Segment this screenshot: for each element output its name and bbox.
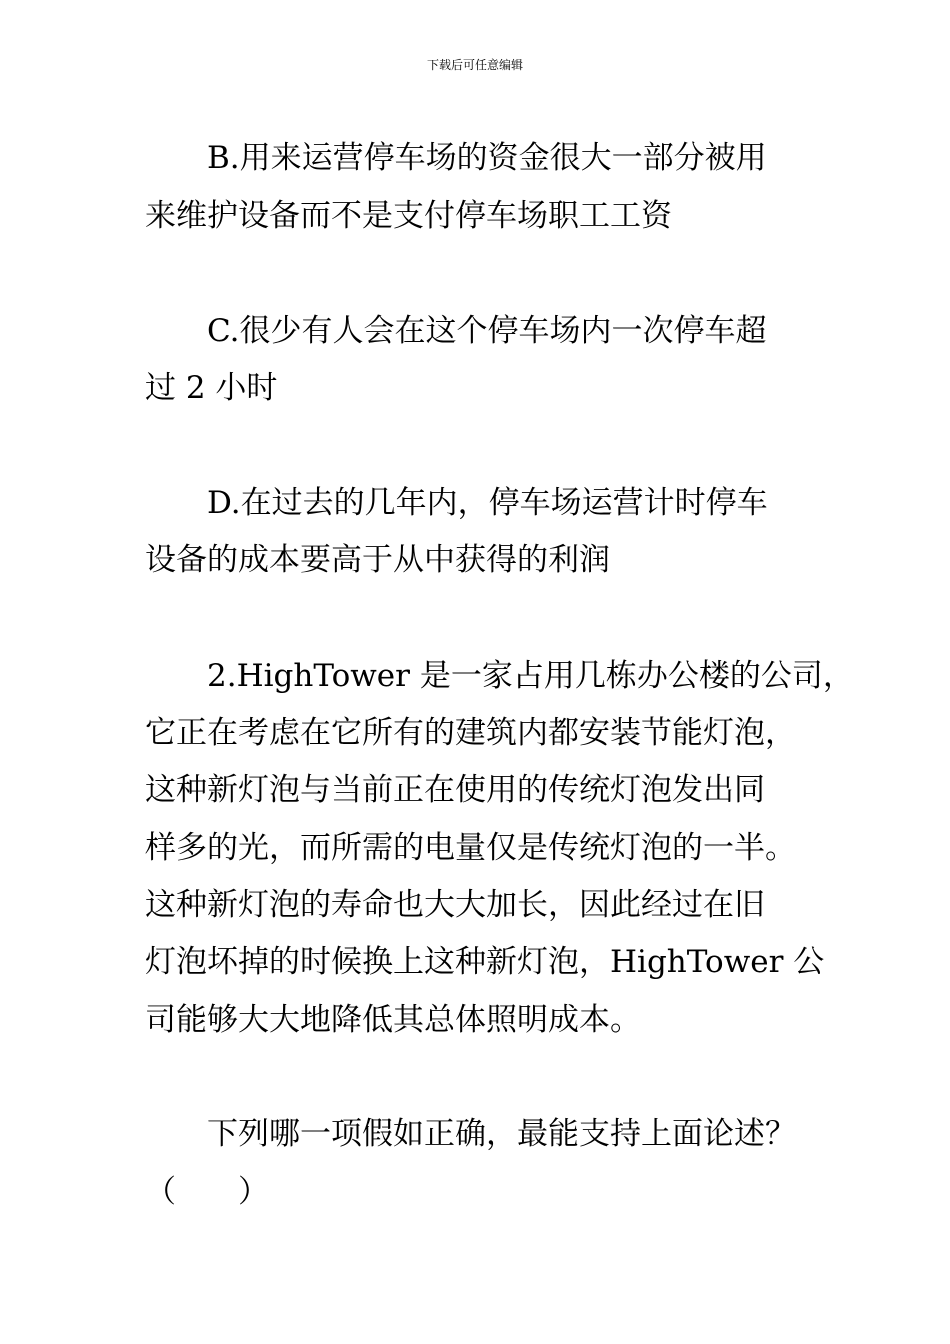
option-d-line-1: D.在过去的几年内，停车场运营计时停车 — [207, 485, 768, 521]
question-2-line-6: 灯泡坏掉的时候换上这种新灯泡，HighTower 公 — [145, 944, 825, 980]
question-2-line-2: 它正在考虑在它所有的建筑内都安装节能灯泡， — [145, 715, 796, 751]
answer-blank: （ ） — [145, 1174, 269, 1210]
option-b-line-2: 来维护设备而不是支付停车场职工工资 — [145, 198, 672, 234]
page-header: 下载后可任意编辑 — [426, 58, 523, 72]
question-2-line-3: 这种新灯泡与当前正在使用的传统灯泡发出同 — [145, 772, 765, 808]
question-2-line-1: 2.HighTower 是一家占用几栋办公楼的公司， — [207, 658, 854, 694]
option-c-line-1: C.很少有人会在这个停车场内一次停车超 — [207, 313, 767, 349]
question-2-prompt: 下列哪一项假如正确，最能支持上面论述？ — [207, 1116, 796, 1152]
question-2-line-4: 样多的光，而所需的电量仅是传统灯泡的一半。 — [145, 830, 796, 866]
option-c-line-2: 过 2 小时 — [145, 370, 278, 406]
question-2-line-5: 这种新灯泡的寿命也大大加长，因此经过在旧 — [145, 887, 765, 923]
option-b-line-1: B.用来运营停车场的资金很大一部分被用 — [207, 140, 767, 176]
question-2-line-7: 司能够大大地降低其总体照明成本。 — [145, 1002, 641, 1038]
option-d-line-2: 设备的成本要高于从中获得的利润 — [145, 542, 610, 578]
